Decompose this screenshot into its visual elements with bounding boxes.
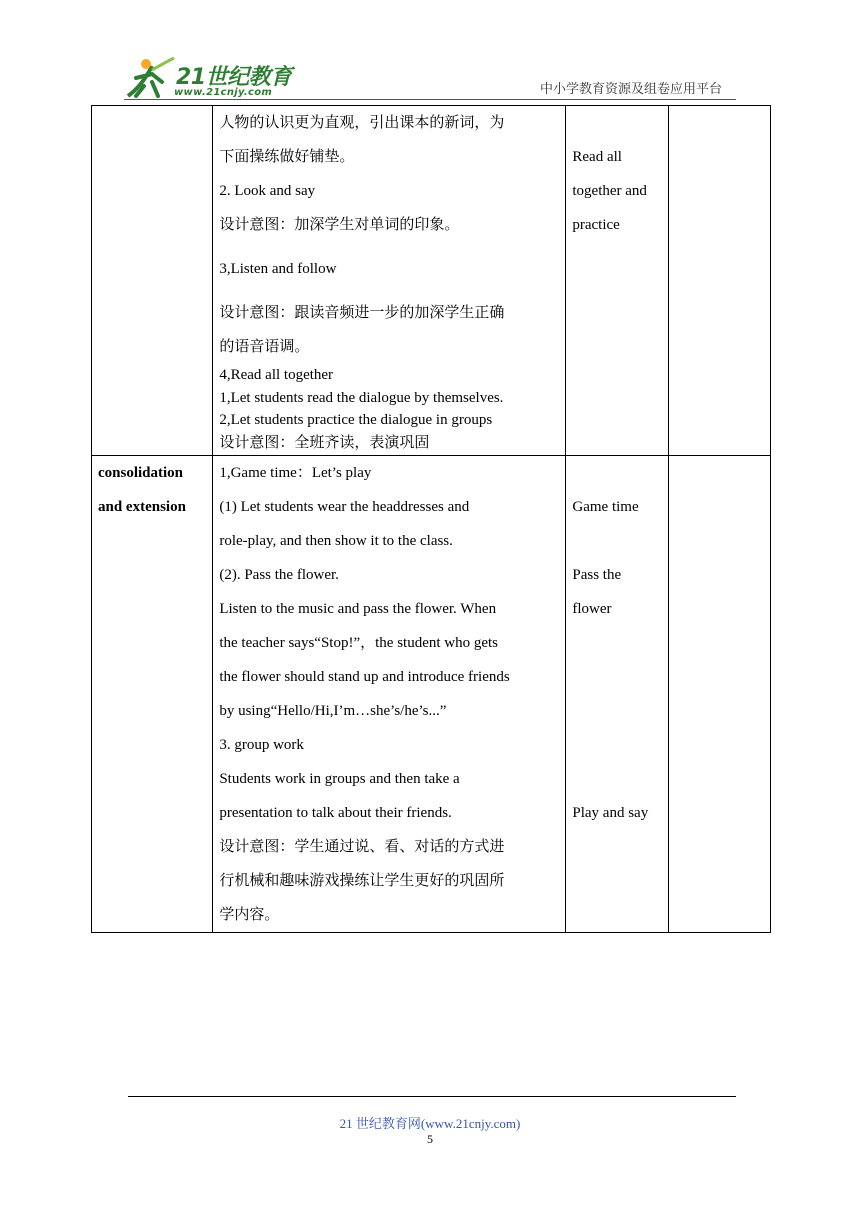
step-line: 人物的认识更为直观，引出课本的新词，为 [219, 115, 505, 131]
step-line: the teacher says“Stop!”，the student who gets [219, 635, 499, 651]
step-line: 下面操练做好铺垫。 [219, 149, 355, 165]
step-line: 行机械和趣味游戏操练让学生更好的巩固所 [219, 873, 505, 889]
step-line: 2,Let students practice the dialogue in groups [219, 412, 493, 428]
step-line: 3. group work [219, 737, 304, 753]
activity-line: flower [572, 601, 612, 617]
step-line: 设计意图：加深学生对单词的印象。 [219, 217, 460, 233]
steps-cell [213, 456, 566, 933]
activity-cell [566, 106, 668, 456]
activity-line: together and [572, 183, 647, 199]
step-line: (2). Pass the flower. [219, 567, 339, 583]
step-line: 设计意图：跟读音频进一步的加深学生正确 [219, 305, 505, 321]
stage-cell [92, 106, 213, 456]
header-platform-text: 中小学教育资源及组卷应用平台 [539, 81, 722, 96]
logo-brand-text: 21世纪教育 [176, 65, 292, 90]
activity-line: practice [572, 217, 620, 233]
table-row [92, 106, 771, 456]
footer-divider [128, 1096, 736, 1097]
site-logo [122, 56, 292, 104]
step-line: 1,Let students read the dialogue by themselves. [219, 389, 504, 406]
steps-cell [213, 106, 566, 456]
activity-line: Game time [572, 499, 639, 515]
page-number: 5 [427, 1132, 433, 1146]
activity-cell [566, 456, 668, 933]
step-line: Students work in groups and then take a [219, 771, 460, 787]
notes-cell [668, 106, 770, 456]
step-line: 的语音语调。 [219, 339, 310, 355]
activity-line: Read all [572, 149, 622, 165]
step-line: role-play, and then show it to the class. [219, 533, 453, 549]
stage-cell [92, 456, 213, 933]
step-line: 1,Game time：Let’s play [219, 465, 372, 481]
step-line: 2. Look and say [219, 183, 316, 199]
step-line: the flower should stand up and introduce friends [219, 669, 510, 685]
stage-label: and extension [98, 499, 186, 515]
logo-url-text: www.21cnjy.com [174, 87, 273, 98]
step-line: 学内容。 [219, 907, 280, 923]
activity-line: Play and say [572, 805, 649, 821]
step-line: 设计意图：学生通过说、看、对话的方式进 [219, 839, 505, 855]
notes-cell [668, 456, 770, 933]
lesson-plan-table [91, 105, 771, 933]
header-divider [124, 99, 736, 100]
step-line: 设计意图：全班齐读，表演巩固 [219, 434, 430, 451]
step-line: Listen to the music and pass the flower. When [219, 601, 497, 617]
running-figure-icon [122, 56, 176, 102]
footer-site-link[interactable]: 21 世纪教育网(www.21cnjy.com) [339, 1116, 521, 1131]
step-line: 3,Listen and follow [219, 261, 337, 277]
step-line: presentation to talk about their friends. [219, 805, 452, 821]
step-line: by using“Hello/Hi,I’m…she’s/he’s...” [219, 703, 447, 719]
step-line: 4,Read all together [219, 367, 334, 383]
stage-label: consolidation [98, 465, 184, 481]
step-line: (1) Let students wear the headdresses and [219, 499, 470, 515]
activity-line: Pass the [572, 567, 622, 583]
table-row [92, 456, 771, 933]
